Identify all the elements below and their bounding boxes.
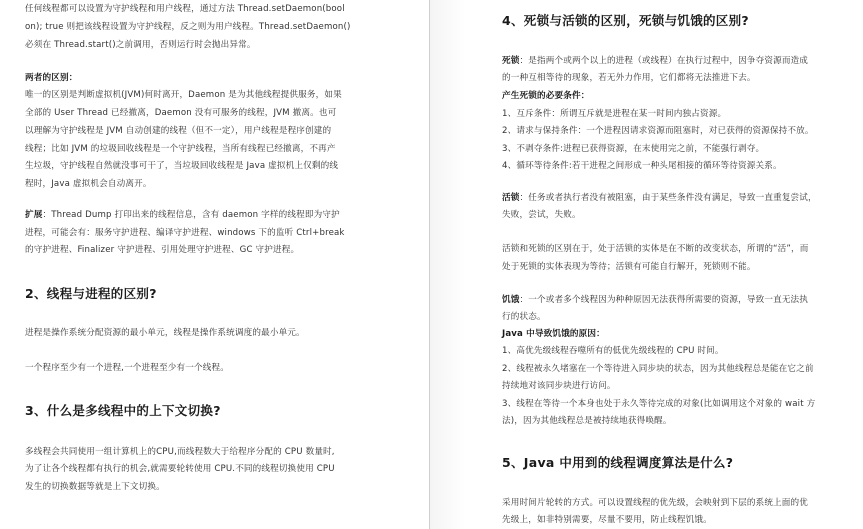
difference-line-2: 全部的 User Thread 已经撤离，Daemon 没有可服务的线程，JVM 撤离。也可: [25, 108, 337, 118]
extension-line-2: 进程，可能会有：服务守护进程、编译守护进程、windows 下的监听 Ctrl+break: [25, 228, 345, 238]
condition-4: 4、循环等待条件:若干进程之间形成一种头尾相接的循环等待资源关系。: [502, 161, 782, 171]
cause-line-2: 2、线程被永久堵塞在一个等待进入同步块的状态，因为其他线程总是能在它之前: [502, 364, 814, 374]
section-3-heading: 3、什么是多线程中的上下文切换?: [25, 403, 221, 418]
intro-line-1: 任何线程都可以设置为守护线程和用户线程，通过方法 Thread.setDaemon(bool: [25, 4, 345, 14]
extension-line-3: 的守护进程、Finalizer 守护进程、引用处理守护进程、GC 守护进程。: [25, 245, 300, 255]
page-gutter-shade: [430, 0, 465, 529]
starvation-line-2: 行的状态。: [502, 312, 546, 322]
starvation-causes-heading: Java 中导致饥饿的原因：: [502, 329, 605, 339]
livelock-diff-line-2: 处于死锁的实体表现为等待；活锁有可能自行解开，死锁则不能。: [502, 262, 756, 272]
section-3-line-2: 为了让各个线程都有执行的机会,就需要轮转使用 CPU.不同的线程切换使用 CPU: [25, 464, 335, 474]
difference-heading: 两者的区别：: [25, 73, 78, 83]
condition-3: 3、不剥夺条件:进程已获得资源，在末使用完之前，不能强行剥夺。: [502, 144, 765, 154]
section-2-heading: 2、线程与进程的区别?: [25, 286, 157, 301]
condition-1: 1、互斥条件：所谓互斥就是进程在某一时间内独占资源。: [502, 109, 727, 119]
livelock-diff-line-1: 活锁和死锁的区别在于，处于活锁的实体是在不断的改变状态，所谓的“活”，而: [502, 244, 809, 254]
intro-line-3: 必须在 Thread.start()之前调用，否则运行时会抛出异常。: [25, 40, 256, 50]
difference-line-1: 唯一的区别是判断虚拟机(JVM)何时离开，Daemon 是为其他线程提供服务，如果: [25, 90, 342, 100]
cause-line-5: 法)，因为其他线程总是被持续地获得唤醒。: [502, 416, 672, 426]
section-3-line-3: 发生的切换数据等就是上下文切换。: [25, 482, 165, 492]
livelock-line-2: 失败，尝试，失败。: [502, 210, 581, 220]
intro-line-2: on); true 则把该线程设置为守护线程，反之则为用户线程。Thread.setDaemon(): [25, 22, 351, 32]
conditions-heading: 产生死锁的必要条件：: [502, 91, 590, 101]
condition-2: 2、请求与保持条件：一个进程因请求资源而阻塞时，对已获得的资源保持不放。: [502, 126, 814, 136]
extension-label: 扩展: [25, 210, 43, 220]
cause-line-3: 持续地对该同步块进行访问。: [502, 381, 616, 391]
deadlock-line-2: 的一种互相等待的现象，若无外力作用，它们都将无法推进下去。: [502, 73, 756, 83]
difference-line-4: 线程；比如 JVM 的垃圾回收线程是一个守护线程，当所有线程已经撤离，不再产: [25, 144, 336, 154]
deadlock-line-1: 死锁：是指两个或两个以上的进程（或线程）在执行过程中，因争夺资源而造成: [502, 56, 809, 66]
section-3-line-1: 多线程会共同使用一组计算机上的CPU,而线程数大于给程序分配的 CPU 数量时,: [25, 447, 335, 457]
section-2-paragraph-2: 一个程序至少有一个进程,一个进程至少有一个线程。: [25, 363, 229, 373]
section-5-line-1: 采用时间片轮转的方式。可以设置线程的优先级，会映射到下层的系统上面的优: [502, 498, 809, 508]
difference-line-3: 以理解为守护线程是 JVM 自动创建的线程（但不一定），用户线程是程序创建的: [25, 126, 332, 136]
deadlock-label: 死锁: [502, 56, 520, 66]
section-5-heading: 5、Java 中用到的线程调度算法是什么?: [502, 455, 734, 470]
cause-line-4: 3、线程在等待一个本身也处于永久等待完成的对象(比如调用这个对象的 wait 方: [502, 399, 816, 409]
extension-line-1: 扩展：Thread Dump 打印出来的线程信息，含有 daemon 字样的线程即为守护: [25, 210, 340, 220]
starvation-line-1: 饥饿：一个或者多个线程因为种种原因无法获得所需要的资源，导致一直无法执: [502, 295, 809, 305]
difference-line-6: 程时，Java 虚拟机会自动离开。: [25, 179, 152, 189]
section-4-heading: 4、死锁与活锁的区别，死锁与饥饿的区别?: [502, 13, 749, 28]
livelock-label: 活锁: [502, 193, 520, 203]
starvation-label: 饥饿: [502, 295, 520, 305]
page-divider: [429, 0, 430, 529]
livelock-line-1: 活锁：任务或者执行者没有被阻塞，由于某些条件没有满足，导致一直重复尝试，: [502, 193, 817, 203]
section-2-paragraph-1: 进程是操作系统分配资源的最小单元，线程是操作系统调度的最小单元。: [25, 328, 305, 338]
section-5-line-2: 先级上，如非特别需要，尽量不要用，防止线程饥饿。: [502, 515, 712, 525]
difference-line-5: 生垃圾，守护线程自然就没事可干了，当垃圾回收线程是 Java 虚拟机上仅剩的线: [25, 161, 339, 171]
cause-line-1: 1、高优先级线程吞噬所有的低优先级线程的 CPU 时间。: [502, 346, 724, 356]
